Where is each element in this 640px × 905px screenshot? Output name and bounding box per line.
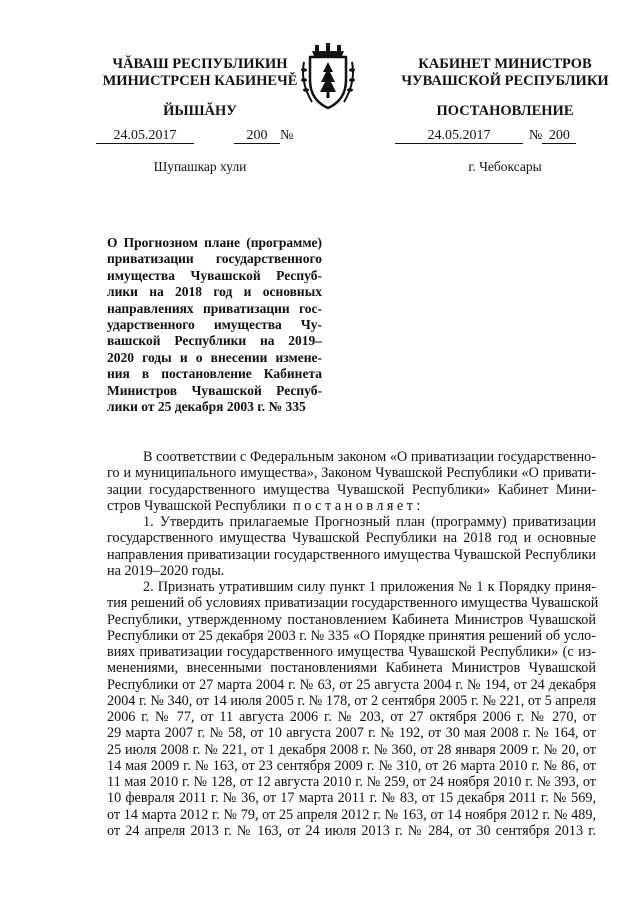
body-line: Республики от 25 декабря 2003 г. № 335 «О Порядке принятия решений об усло- [107, 627, 596, 644]
right-number: 200 [542, 129, 576, 144]
right-org-line-2: ЧУВАШСКОЙ РЕСПУБЛИКИ [401, 73, 609, 89]
body-line: 29 марта 2007 г. № 58, от 10 августа 2007 г. № 192, от 30 мая 2008 г. № 164, от [107, 725, 596, 742]
body-line-text: стров Чувашской Республики [107, 497, 287, 514]
body-line: 1. Утвердить прилагаемые Прогнозный план (программу) приватизации [143, 514, 596, 530]
body-line: от 24 апреля 2013 г. № 163, от 24 июля 2013 г. № 284, от 30 сентября 2013 г. [107, 822, 596, 839]
title-line: О Прогнозном плане (программе) [107, 235, 322, 250]
right-doc-type: ПОСТАНОВЛЕНИЕ [436, 103, 574, 119]
body-line: 2006 г. № 77, от 11 августа 2006 г. № 203, от 27 октября 2006 г. № 270, от [107, 709, 596, 725]
document-title [107, 235, 322, 415]
body-line: В соответствии с Федеральным законом «О приватизации государственно- [143, 449, 596, 465]
left-number-sign: № [280, 128, 294, 143]
body-line [107, 498, 596, 514]
left-organization-name [95, 56, 305, 90]
title-line: Министров Чувашской Респуб- [107, 382, 322, 398]
body-line: на 2019–2020 годы. [107, 562, 225, 579]
title-line: лики на 2018 год и основных [107, 284, 322, 300]
body-line: 11 мая 2010 г. № 128, от 12 августа 2010 г. № 259, от 24 ноября 2010 г. № 393, от [107, 774, 596, 790]
left-number: 200 [234, 129, 280, 144]
body-line: 10 февраля 2011 г. № 36, от 17 марта 2011 г. № 83, от 15 декабря 2011 г. № 569, [107, 790, 596, 807]
right-city: г. Чебоксары [468, 159, 542, 174]
right-org-line-1: КАБИНЕТ МИНИСТРОВ [418, 56, 592, 72]
body-line: го и муниципального имущества», Законом Чувашской Республики «О привати- [107, 465, 596, 482]
title-line: направлениях приватизации гос- [107, 300, 322, 316]
body-line: виях приватизации государственного имущества Чувашской Республики» (с из- [107, 644, 596, 660]
left-date-line [96, 128, 293, 144]
right-date: 24.05.2017 [395, 129, 523, 144]
document-body [107, 449, 599, 839]
title-line: 2020 годы и о внесении измене- [107, 349, 322, 365]
title-line: имущества Чувашской Респуб- [107, 267, 322, 283]
body-line: 14 мая 2009 г. № 163, от 23 сентября 2009 г. № 310, от 26 марта 2010 г. № 86, от [107, 757, 596, 774]
body-line: 2004 г. № 340, от 14 июля 2005 г. № 178, от 2 сентября 2005 г. № 221, от 5 апреля [107, 692, 596, 709]
title-line: ударственного имущества Чу- [107, 317, 322, 333]
left-city: Шупашкар хули [153, 159, 247, 174]
body-line: зации государственного имущества Чувашской Республики» Кабинет Мини- [107, 481, 596, 498]
left-date: 24.05.2017 [96, 129, 194, 144]
body-line: государственного имущества Чувашской Республики на 2018 год и основные [107, 530, 596, 547]
body-line: 25 июля 2008 г. № 221, от 1 декабря 2008 г. № 360, от 28 января 2009 г. № 20, от [107, 741, 596, 758]
body-line: тия решений об условиях приватизации государственного имущества Чувашской [107, 595, 599, 612]
body-line: Республики, утвержденному постановлением Кабинета Министров Чувашской [107, 611, 596, 628]
title-line: приватизации государственного [107, 251, 322, 267]
body-line: направления приватизации государственного имущества Чувашской Республики [107, 546, 596, 563]
body-line: Республики от 27 марта 2004 г. № 63, от 25 августа 2004 г. № 194, от 24 декабря [107, 676, 596, 693]
left-doc-type: ЙЫШĂНУ [163, 103, 237, 119]
title-line: лики от 25 декабря 2003 г. № 335 [107, 399, 306, 415]
body-line: менениями, внесенными постановлениями Кабинета Министров Чувашской [107, 660, 596, 677]
title-line: ния в постановление Кабинета [107, 366, 322, 382]
right-date-line [395, 128, 576, 144]
left-org-line-2: МИНИСТРСЕН КАБИНЕЧĚ [102, 73, 298, 89]
decree-word: постановляет: [293, 497, 424, 514]
title-line: вашской Республики на 2019– [107, 333, 322, 349]
coat-of-arms-emblem [298, 42, 358, 112]
body-line: 2. Признать утратившим силу пункт 1 приложения № 1 к Порядку приня- [143, 579, 596, 595]
right-organization-name [395, 56, 615, 90]
right-number-sign: № [529, 128, 543, 143]
body-line: от 14 марта 2012 г. № 79, от 25 апреля 2012 г. № 163, от 14 ноября 2012 г. № 489, [107, 806, 596, 823]
left-org-line-1: ЧĂВАШ РЕСПУБЛИКИН [112, 56, 288, 72]
